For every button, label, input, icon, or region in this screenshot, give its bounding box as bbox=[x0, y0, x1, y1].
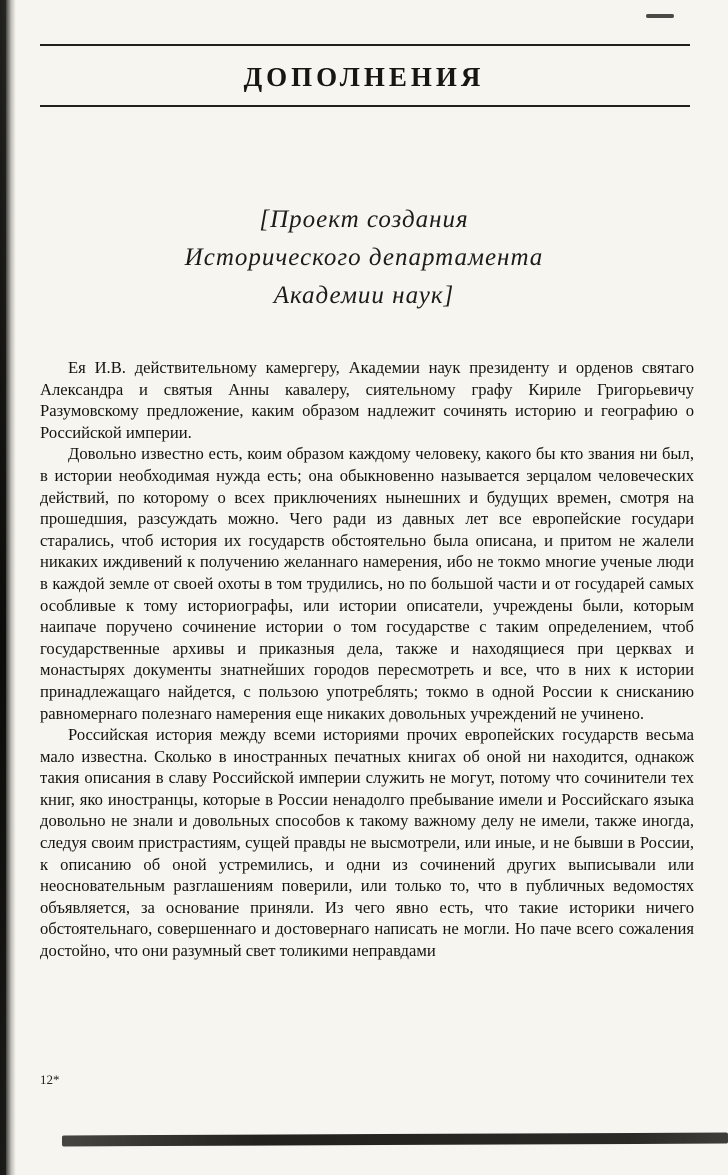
title-divider bbox=[40, 105, 690, 107]
editorial-heading-line-2: Исторического департамента bbox=[184, 244, 544, 271]
bottom-scan-artifact bbox=[62, 1133, 728, 1147]
editorial-heading-line-1: [Проект создания bbox=[259, 206, 469, 233]
section-title: ДОПОЛНЕНИЯ bbox=[243, 62, 485, 92]
binding-edge-artifact bbox=[0, 0, 6, 1175]
editorial-heading-line-3: Академии наук] bbox=[273, 282, 455, 309]
paragraph-history-importance: Довольно известно есть, коим образом каждому человеку, какого бы кто звания ни был, в истории необходимая нужда есть; она обыкновенно называется зерцалом человеческих действий, по которому о всех приключениях нынешних и будущих времен, смотря на прошедшия, разсуждать можно. Чего ради из давных лет все европейские государи старались, чтоб история их государств обстоятельно была описана, и притом не жалели никаких иждивений к получению желаннаго намерения, ибо не токмо многие ученые люди в каждой земле от своей охоты в том трудились, но по большой части и от государей самых особливые к тому историографы, или истории описатели, учреждены были, которым наипаче поручено сочинение истории о том государстве с таким определением, чтоб государственные архивы и приказныя дела, также и находящиеся при церквах и монастырях документы знатнейших городов пересмотреть и все, что в них к истории принадлежащаго найдется, с пользою употреблять; токмо в одной России к снисканию равномернаго полезнаго намерения еще никаких довольных учреждений не учинено. bbox=[40, 444, 694, 723]
paragraph-russian-history: Российская история между всеми историями прочих европейских государств весьма мало известна. Сколько в иностранных печатных книгах об оной ни находится, однакож такия описания в славу Российской империи служить не могут, потому что сочинители тех книг, яко иностранцы, которые в России ненадолго пребывание имели и Российскаго языка довольно не знали и довольных способов к такому важному делу не имели, также иногда, следуя своим пристрастиям, сущей правды не высмотрели, или иные, и не бывши в России, к описанию об оной устремились, и одни из сочинений других выписывали или неосновательным разглашениям поверили, или только то, что в публичных ведомостях объявляется, за основание приняли. Из чего явно есть, что такие историки ничего обстоятельнаго, совершеннаго и достовернаго написать не могли. Но паче всего сожаления достойно, что они разумный свет толикими неправдами bbox=[40, 725, 694, 961]
corner-scan-mark bbox=[646, 14, 674, 18]
body-text bbox=[40, 357, 694, 962]
editorial-heading bbox=[0, 201, 728, 315]
binding-shadow-artifact bbox=[0, 0, 16, 1175]
paragraph-dedication: Ея И.В. действительному камергеру, Академии наук президенту и орденов святаго Александра и святыя Анны кавалеру, сиятельному графу Кириле Григорьевичу Разумовскому предложение, каким образом надлежит сочинять историю и географию о Российской империи. bbox=[40, 358, 694, 442]
page-signature-mark: 12* bbox=[40, 1072, 60, 1087]
top-divider bbox=[40, 44, 690, 46]
